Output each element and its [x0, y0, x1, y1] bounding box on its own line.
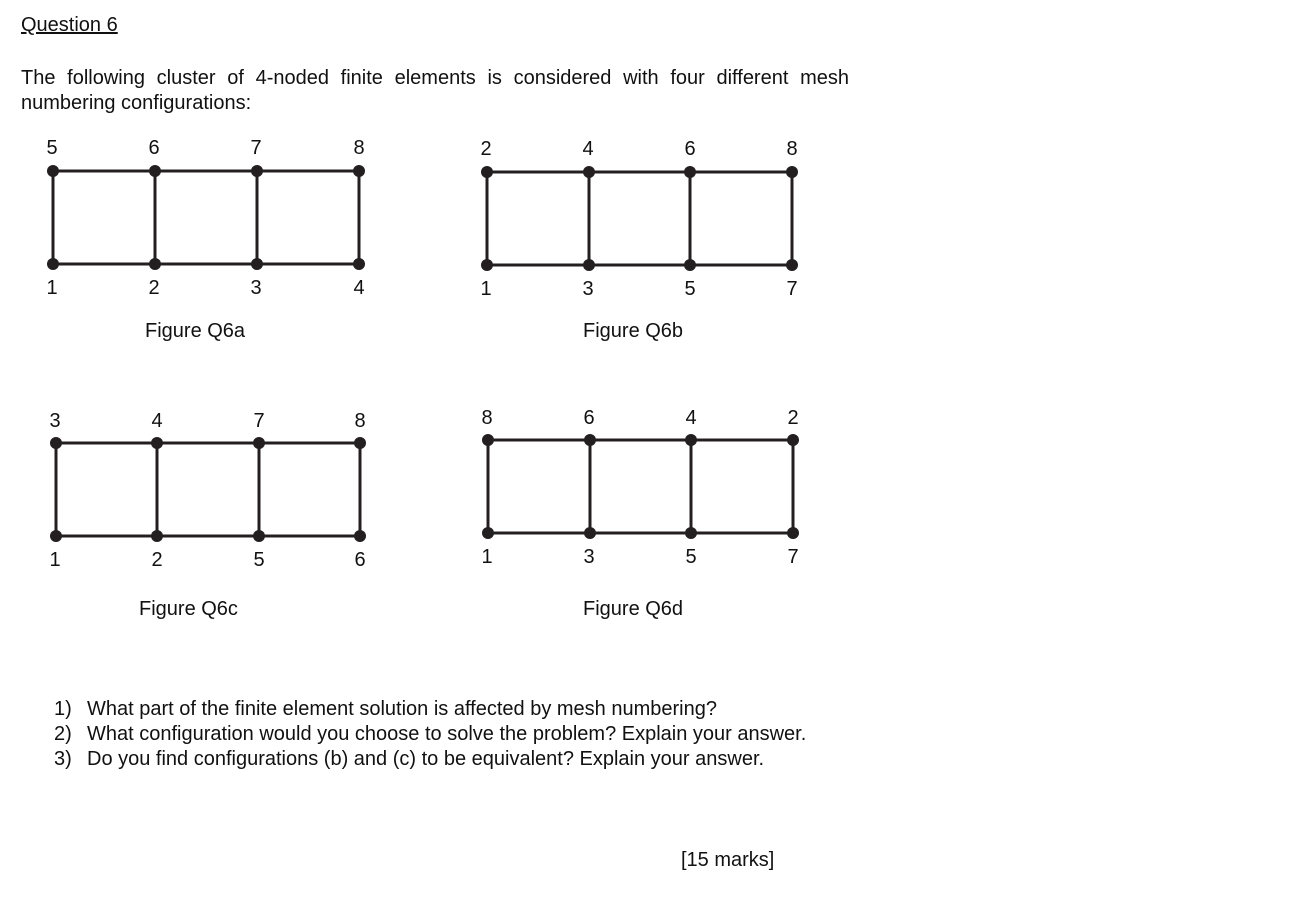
question-list: [54, 697, 849, 772]
node-label-top-1: 5: [46, 137, 58, 159]
question-intro: The following cluster of 4-noded finite elements is considered with four different mesh numbering configurations:: [21, 67, 849, 114]
node-dot-top-3: [251, 165, 263, 177]
node-label-bottom-2: 3: [582, 278, 594, 300]
figure-q6c: [3, 402, 423, 620]
node-dot-top-3: [685, 434, 697, 446]
node-dot-bottom-2: [149, 258, 161, 270]
node-label-bottom-3: 5: [253, 549, 265, 571]
node-dot-bottom-3: [684, 259, 696, 271]
question-title: Question 6: [21, 14, 118, 36]
node-dot-bottom-4: [353, 258, 365, 270]
node-label-bottom-4: 6: [354, 549, 366, 571]
node-label-top-4: 8: [353, 137, 365, 159]
node-label-bottom-2: 2: [151, 549, 163, 571]
node-dot-bottom-2: [584, 527, 596, 539]
question-item-2: [54, 722, 849, 747]
node-label-bottom-3: 5: [685, 546, 697, 568]
node-label-top-2: 4: [151, 410, 163, 432]
question-text: What part of the finite element solution is affected by mesh numbering?: [87, 698, 717, 720]
question-number: 3): [54, 748, 72, 770]
node-dot-top-4: [786, 166, 798, 178]
figure-caption: Figure Q6a: [145, 320, 246, 342]
node-dot-top-2: [151, 437, 163, 449]
node-label-bottom-4: 4: [353, 277, 365, 299]
question-text: Do you find configurations (b) and (c) to be equivalent? Explain your answer.: [87, 748, 765, 770]
node-dot-bottom-1: [47, 258, 59, 270]
node-label-top-3: 6: [684, 138, 696, 160]
mesh-grid: [47, 165, 365, 270]
node-dot-top-1: [47, 165, 59, 177]
figure-q6b: [434, 131, 854, 341]
node-label-bottom-3: 5: [684, 278, 696, 300]
node-dot-bottom-2: [151, 530, 163, 542]
node-label-top-4: 2: [787, 407, 799, 429]
node-label-bottom-3: 3: [250, 277, 262, 299]
node-label-top-2: 6: [583, 407, 595, 429]
node-dot-top-3: [253, 437, 265, 449]
node-label-top-1: 3: [49, 410, 61, 432]
node-dot-top-4: [354, 437, 366, 449]
figure-caption: Figure Q6c: [139, 598, 238, 620]
mesh-grid: [50, 437, 366, 542]
node-dot-bottom-1: [481, 259, 493, 271]
node-label-bottom-1: 1: [480, 278, 492, 300]
node-dot-bottom-2: [583, 259, 595, 271]
node-label-top-3: 7: [250, 137, 262, 159]
node-label-bottom-1: 1: [46, 277, 58, 299]
figure-caption: Figure Q6d: [583, 598, 684, 620]
question-number: 1): [54, 698, 72, 720]
node-dot-top-1: [481, 166, 493, 178]
node-label-bottom-4: 7: [786, 278, 798, 300]
question-item-3: [54, 747, 849, 772]
node-label-top-2: 6: [148, 137, 160, 159]
node-dot-top-4: [353, 165, 365, 177]
node-label-bottom-1: 1: [481, 546, 493, 568]
mesh-grid: [482, 434, 799, 539]
question-text: What configuration would you choose to solve the problem? Explain your answer.: [87, 723, 807, 745]
node-dot-top-2: [583, 166, 595, 178]
question-number: 2): [54, 723, 72, 745]
node-dot-bottom-3: [253, 530, 265, 542]
node-dot-bottom-4: [786, 259, 798, 271]
node-dot-top-2: [149, 165, 161, 177]
node-label-top-2: 4: [582, 138, 594, 160]
node-label-bottom-4: 7: [787, 546, 799, 568]
node-dot-top-1: [482, 434, 494, 446]
figure-q6a: [0, 130, 420, 340]
node-dot-bottom-4: [354, 530, 366, 542]
node-label-top-1: 8: [481, 407, 493, 429]
node-label-top-3: 4: [685, 407, 697, 429]
node-dot-top-4: [787, 434, 799, 446]
node-dot-top-1: [50, 437, 62, 449]
figure-caption: Figure Q6b: [583, 320, 684, 342]
node-label-bottom-1: 1: [49, 549, 61, 571]
node-label-top-4: 8: [786, 138, 798, 160]
node-label-bottom-2: 2: [148, 277, 160, 299]
node-label-top-1: 2: [480, 138, 492, 160]
node-dot-bottom-1: [482, 527, 494, 539]
node-label-top-4: 8: [354, 410, 366, 432]
node-dot-top-3: [684, 166, 696, 178]
node-label-top-3: 7: [253, 410, 265, 432]
marks-label: [15 marks]: [681, 849, 775, 871]
node-dot-bottom-3: [251, 258, 263, 270]
node-dot-top-2: [584, 434, 596, 446]
node-dot-bottom-3: [685, 527, 697, 539]
node-dot-bottom-1: [50, 530, 62, 542]
mesh-grid: [481, 166, 798, 271]
figure-q6d: [435, 399, 855, 620]
node-label-bottom-2: 3: [583, 546, 595, 568]
question-item-1: [54, 697, 849, 722]
node-dot-bottom-4: [787, 527, 799, 539]
